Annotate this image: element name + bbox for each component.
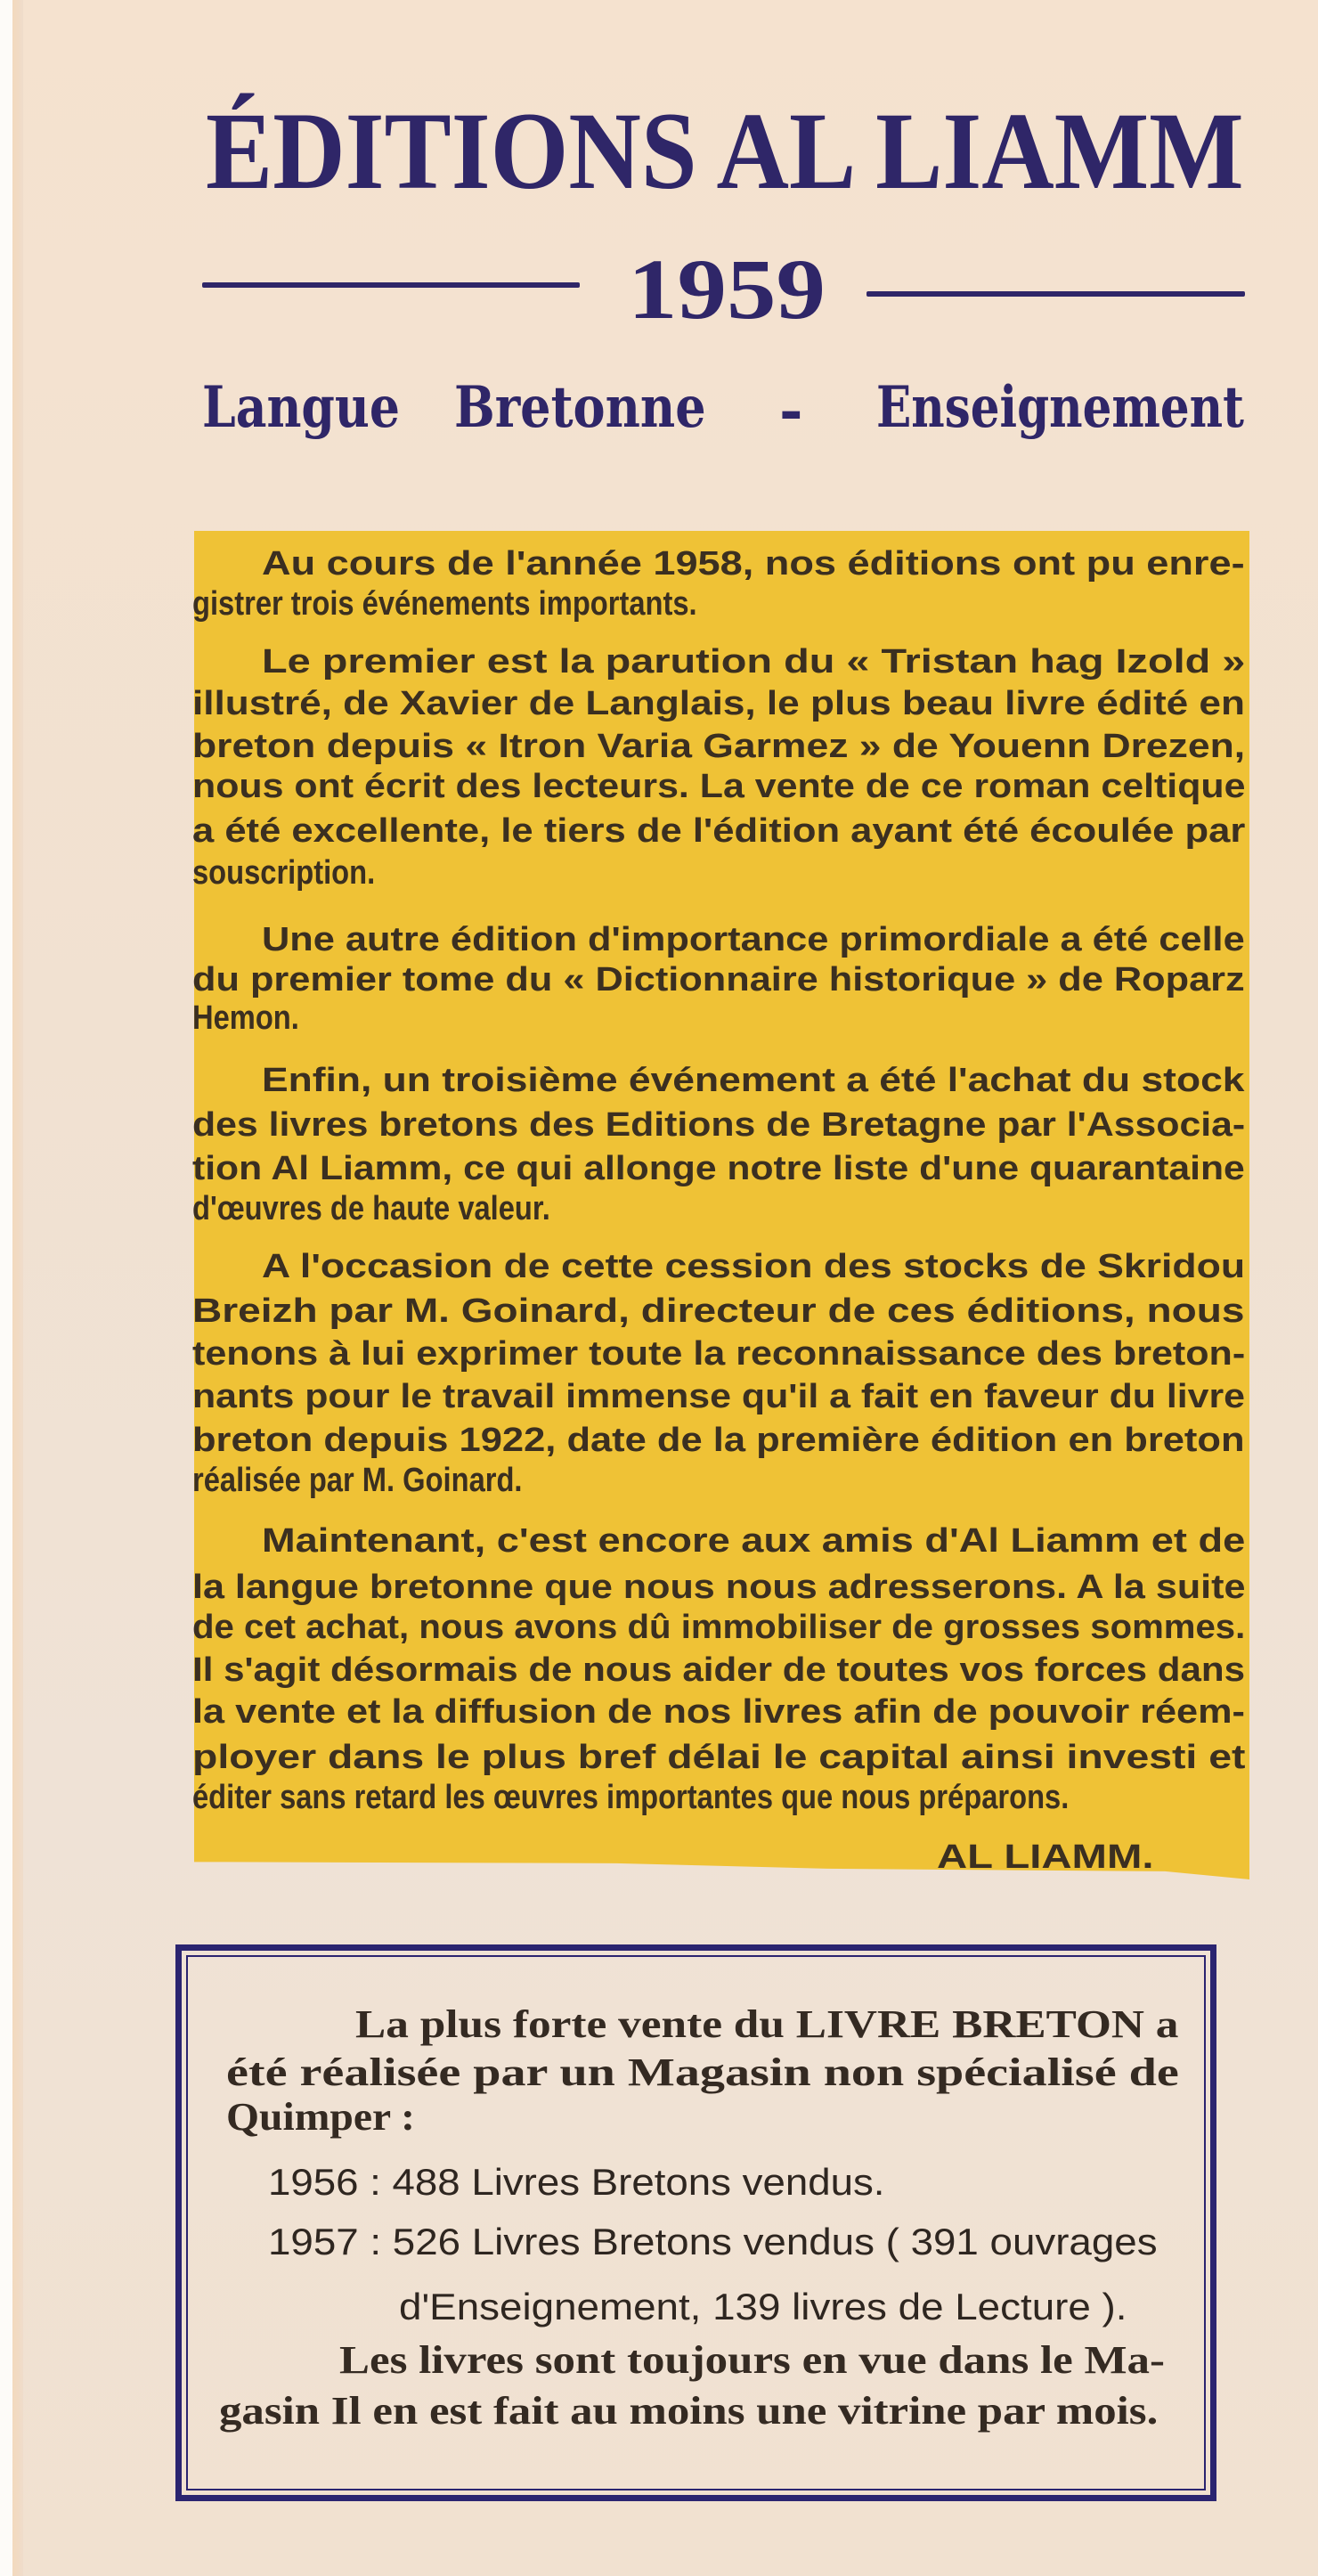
page-title: ÉDITIONS AL LIAMM <box>206 90 1244 212</box>
article-line: d'œuvres de haute valeur. <box>192 1190 550 1227</box>
sales-intro-line: Quimper : <box>226 2095 415 2139</box>
article-signature: AL LIAMM. <box>937 1838 1154 1876</box>
sales-closing-line: gasin Il en est fait au moins une vitrine par mois. <box>219 2389 1159 2433</box>
sales-closing-line: Les livres sont toujours en vue dans le Ma- <box>339 2338 1165 2382</box>
article-line: Enfin, un troisième événement a été l'achat du stock <box>262 1062 1245 1099</box>
scan-margin <box>0 0 12 2576</box>
article-line: ployer dans le plus bref délai le capital ainsi investi et <box>192 1739 1246 1776</box>
article-line: A l'occasion de cette cession des stocks de Skridou <box>262 1248 1246 1285</box>
article-line: de cet achat, nous avons dû immobiliser de grosses sommes. <box>192 1609 1246 1646</box>
article-line: souscription. <box>192 854 376 892</box>
article-line: la vente et la diffusion de nos livres afin de pouvoir réem- <box>192 1693 1245 1731</box>
article-line: réalisée par M. Goinard. <box>192 1462 523 1499</box>
subtitle-teaching: Enseignement <box>876 374 1244 441</box>
article-line: Maintenant, c'est encore aux amis d'Al Liamm et de <box>262 1522 1246 1560</box>
article-line: Hemon. <box>192 999 299 1037</box>
page-edge <box>12 0 23 2576</box>
sales-intro-line: La plus forte vente du LIVRE BRETON a <box>355 2002 1179 2046</box>
sales-intro-line: été réalisée par un Magasin non spécialisé de <box>226 2050 1179 2094</box>
article-line: du premier tome du « Dictionnaire historique » de Roparz <box>192 961 1245 999</box>
sales-stat-1957-detail: d'Enseignement, 139 livres de Lecture ). <box>399 2286 1127 2327</box>
sales-stat-1956: 1956 : 488 Livres Bretons vendus. <box>268 2161 885 2203</box>
rule-left <box>202 282 580 288</box>
subtitle-breton: Bretonne <box>454 374 706 441</box>
article-line: a été excellente, le tiers de l'édition ayant été écoulée par <box>192 812 1246 850</box>
article-line: breton depuis « Itron Varia Garmez » de Youenn Drezen, <box>192 728 1246 765</box>
article-line: gistrer trois événements importants. <box>192 585 697 623</box>
year-heading: 1959 <box>628 241 826 337</box>
subtitle-separator: - <box>779 378 803 444</box>
article-line: nants pour le travail immense qu'il a fait en faveur du livre <box>192 1378 1246 1415</box>
article-line: Il s'agit désormais de nous aider de toutes vos forces dans <box>192 1651 1246 1689</box>
article-line: Au cours de l'année 1958, nos éditions ont pu enre- <box>262 545 1245 583</box>
article-line: Breizh par M. Goinard, directeur de ces éditions, nous <box>192 1292 1245 1330</box>
article-line: éditer sans retard les œuvres importantes que nous préparons. <box>192 1779 1070 1816</box>
article-line: Une autre édition d'importance primordiale a été celle <box>262 921 1245 958</box>
sales-stat-1957: 1957 : 526 Livres Bretons vendus ( 391 ouvrages <box>268 2221 1158 2262</box>
article-line: tenons à lui exprimer toute la reconnaissance des breton- <box>192 1335 1246 1373</box>
article-line: breton depuis 1922, date de la première édition en breton <box>192 1422 1245 1459</box>
article-line: la langue bretonne que nous nous adresserons. A la suite <box>192 1569 1246 1606</box>
article-line: Le premier est la parution du « Tristan hag Izold » <box>262 643 1246 681</box>
article-line: illustré, de Xavier de Langlais, le plus beau livre édité en <box>192 685 1245 722</box>
subtitle-language: Langue <box>202 374 400 441</box>
article-line: tion Al Liamm, ce qui allonge notre liste d'une quarantaine <box>192 1150 1245 1187</box>
rule-right <box>866 291 1245 297</box>
article-line: nous ont écrit des lecteurs. La vente de ce roman celtique <box>192 768 1246 805</box>
article-line: des livres bretons des Editions de Bretagne par l'Associa- <box>192 1106 1246 1144</box>
